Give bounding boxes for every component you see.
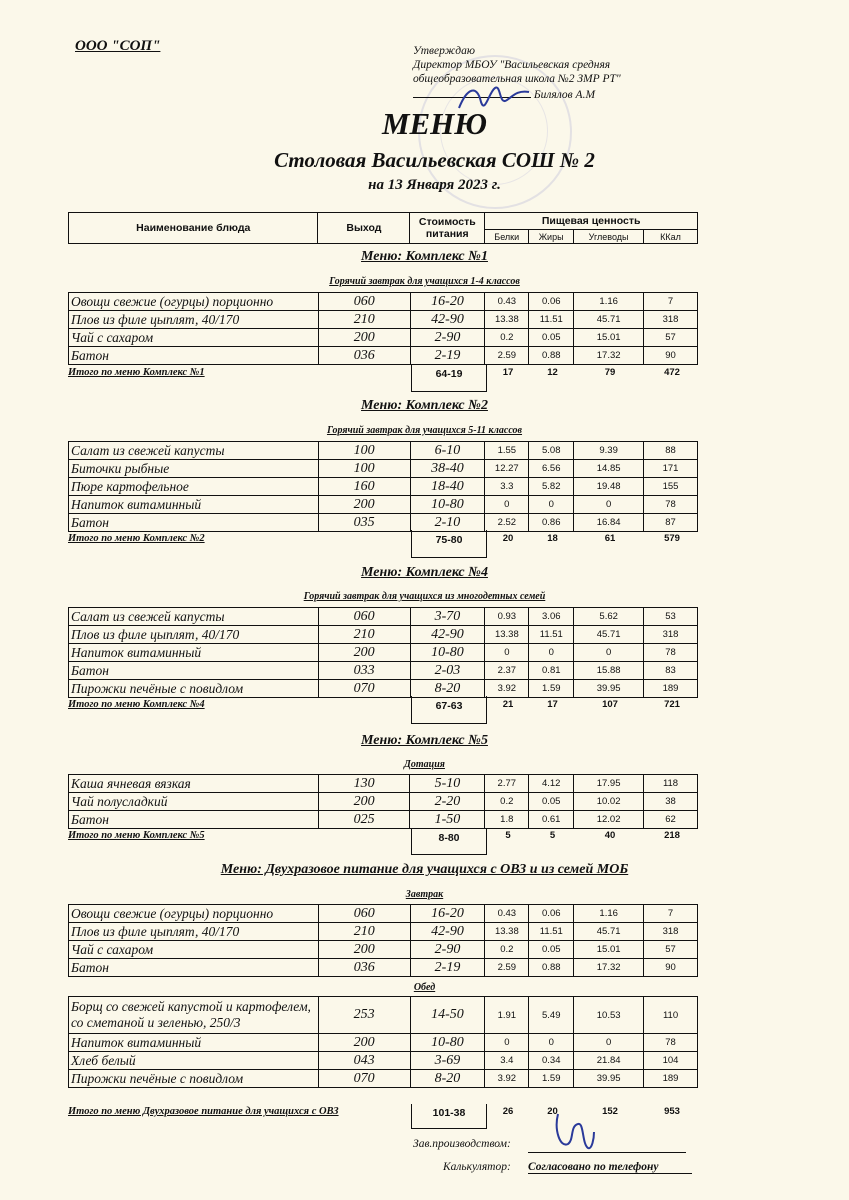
production-signature-line <box>528 1152 686 1153</box>
dish-name: Плов из филе цыплят, 40/170 <box>69 626 319 644</box>
table-row <box>69 496 698 514</box>
dish-proteins: 12.27 <box>485 460 529 478</box>
table-row <box>69 329 698 347</box>
dish-carbs: 17.95 <box>574 775 644 793</box>
organization-name: ООО "СОП" <box>75 38 161 54</box>
dish-output: 200 <box>318 496 410 514</box>
menu-table <box>68 996 698 1088</box>
dish-name: Овощи свежие (огурцы) порционно <box>69 293 319 311</box>
dish-output: 043 <box>318 1052 410 1070</box>
dish-proteins: 2.77 <box>485 775 529 793</box>
menu-table <box>68 607 698 698</box>
table-row <box>69 1070 698 1088</box>
dish-fats: 0.81 <box>529 662 574 680</box>
dish-output: 210 <box>318 923 410 941</box>
dish-output: 200 <box>318 644 410 662</box>
dish-fats: 0.05 <box>529 793 574 811</box>
dish-output: 160 <box>318 478 410 496</box>
dish-kcal: 62 <box>644 811 698 829</box>
dish-price: 10-80 <box>410 1034 485 1052</box>
dish-price: 3-69 <box>410 1052 485 1070</box>
dish-carbs: 17.32 <box>574 347 644 365</box>
dish-name: Хлеб белый <box>69 1052 319 1070</box>
dish-name: Биточки рыбные <box>69 460 319 478</box>
dish-proteins: 13.38 <box>485 923 529 941</box>
dish-price: 8-20 <box>410 1070 485 1088</box>
table-row <box>69 775 698 793</box>
dish-proteins: 3.92 <box>485 680 529 698</box>
dish-price: 14-50 <box>410 997 485 1034</box>
dish-output: 200 <box>318 793 410 811</box>
dish-name: Напиток витаминный <box>69 1034 319 1052</box>
production-manager-label: Зав.производством: <box>413 1138 511 1150</box>
table-row <box>69 442 698 460</box>
dish-carbs: 15.01 <box>574 941 644 959</box>
dish-kcal: 171 <box>644 460 698 478</box>
table-row <box>69 662 698 680</box>
dish-name: Пирожки печёные с повидлом <box>69 1070 319 1088</box>
table-row <box>69 644 698 662</box>
dish-output: 033 <box>318 662 410 680</box>
dish-carbs: 16.84 <box>574 514 644 532</box>
dish-price: 3-70 <box>410 608 485 626</box>
dish-output: 060 <box>318 905 410 923</box>
table-header <box>68 212 698 244</box>
dish-carbs: 9.39 <box>574 442 644 460</box>
table-row <box>69 959 698 977</box>
total-carbs: 152 <box>602 1106 618 1117</box>
total-label: Итого по меню Комплекс №5 <box>68 830 205 841</box>
total-kcal: 218 <box>664 830 680 841</box>
dish-name: Пирожки печёные с повидлом <box>69 680 319 698</box>
dish-carbs: 21.84 <box>574 1052 644 1070</box>
dish-carbs: 39.95 <box>574 1070 644 1088</box>
table-row <box>69 478 698 496</box>
dish-output: 200 <box>318 329 410 347</box>
dish-carbs: 15.88 <box>574 662 644 680</box>
dish-output: 025 <box>318 811 410 829</box>
total-label: Итого по меню Комплекс №1 <box>68 367 205 378</box>
dish-fats: 0.06 <box>529 293 574 311</box>
total-proteins: 26 <box>502 1106 514 1117</box>
dish-fats: 0 <box>529 644 574 662</box>
dish-fats: 0.88 <box>529 959 574 977</box>
dish-fats: 0.61 <box>529 811 574 829</box>
total-carbs: 61 <box>604 533 616 544</box>
dish-kcal: 110 <box>644 997 698 1034</box>
dish-kcal: 189 <box>644 680 698 698</box>
dish-name: Плов из филе цыплят, 40/170 <box>69 923 319 941</box>
total-kcal: 472 <box>664 367 680 378</box>
header-carbs: Углеводы <box>574 230 644 244</box>
dish-kcal: 90 <box>644 347 698 365</box>
dish-kcal: 318 <box>644 923 698 941</box>
total-proteins: 21 <box>502 699 514 710</box>
dish-name: Чай с сахаром <box>69 941 319 959</box>
dish-carbs: 15.01 <box>574 329 644 347</box>
dish-fats: 0 <box>529 1034 574 1052</box>
dish-carbs: 45.71 <box>574 626 644 644</box>
dish-price: 42-90 <box>410 626 485 644</box>
table-row <box>69 923 698 941</box>
dish-output: 070 <box>318 1070 410 1088</box>
calculator-value: Согласовано по телефону <box>528 1161 692 1174</box>
director-signature-row <box>413 86 713 102</box>
total-fats: 18 <box>547 533 558 544</box>
header-name: Наименование блюда <box>69 213 318 244</box>
total-proteins: 20 <box>502 533 514 544</box>
header-fats: Жиры <box>529 230 574 244</box>
total-kcal: 579 <box>664 533 680 544</box>
dish-price: 8-20 <box>410 680 485 698</box>
dish-fats: 11.51 <box>529 626 574 644</box>
total-price: 64-19 <box>411 364 487 392</box>
dish-output: 100 <box>318 442 410 460</box>
total-carbs: 107 <box>602 699 618 710</box>
total-label: Итого по меню Комплекс №4 <box>68 699 205 710</box>
dish-proteins: 1.8 <box>485 811 529 829</box>
dish-kcal: 88 <box>644 442 698 460</box>
section-title: Меню: Комплекс №4 <box>361 565 488 580</box>
dish-proteins: 1.55 <box>485 442 529 460</box>
section-title: Меню: Двухразовое питание для учащихся с ОВЗ и из семей МОБ <box>220 862 629 877</box>
dish-proteins: 2.59 <box>485 347 529 365</box>
dish-fats: 3.06 <box>529 608 574 626</box>
dish-name: Батон <box>69 514 319 532</box>
dish-fats: 0.06 <box>529 905 574 923</box>
dish-kcal: 78 <box>644 644 698 662</box>
header-nutrition: Пищевая ценность <box>485 213 698 230</box>
dish-name: Напиток витаминный <box>69 496 319 514</box>
header-proteins: Белки <box>485 230 529 244</box>
dish-proteins: 0.43 <box>485 905 529 923</box>
dish-fats: 5.08 <box>529 442 574 460</box>
dish-proteins: 3.3 <box>485 478 529 496</box>
dish-proteins: 1.91 <box>485 997 529 1034</box>
dish-fats: 4.12 <box>529 775 574 793</box>
director-title-line2: общеобразовательная школа №2 ЗМР РТ" <box>413 73 621 85</box>
canteen-title: Столовая Васильевская СОШ № 2 <box>274 148 595 172</box>
section-title: Меню: Комплекс №1 <box>361 249 488 264</box>
dish-proteins: 2.37 <box>485 662 529 680</box>
dish-fats: 0.34 <box>529 1052 574 1070</box>
dish-name: Плов из филе цыплят, 40/170 <box>69 311 319 329</box>
dish-proteins: 0 <box>485 644 529 662</box>
total-price: 67-63 <box>411 696 487 724</box>
dish-fats: 6.56 <box>529 460 574 478</box>
total-price: 8-80 <box>411 828 487 855</box>
dish-price: 2-20 <box>410 793 485 811</box>
dish-fats: 5.49 <box>529 997 574 1034</box>
dish-proteins: 0.2 <box>485 329 529 347</box>
table-row <box>69 997 698 1034</box>
page-title: МЕНЮ <box>381 106 488 141</box>
director-name: Билялов А.М <box>533 89 596 101</box>
dish-kcal: 53 <box>644 608 698 626</box>
section-subtitle: Дотация <box>404 759 445 770</box>
dish-output: 200 <box>318 941 410 959</box>
dish-price: 2-90 <box>410 941 485 959</box>
dish-price: 2-03 <box>410 662 485 680</box>
table-row <box>69 811 698 829</box>
dish-proteins: 0 <box>485 1034 529 1052</box>
dish-kcal: 7 <box>644 905 698 923</box>
dish-price: 2-19 <box>410 347 485 365</box>
dish-proteins: 2.59 <box>485 959 529 977</box>
dish-output: 036 <box>318 959 410 977</box>
dish-output: 036 <box>318 347 410 365</box>
dish-fats: 0.86 <box>529 514 574 532</box>
dish-output: 210 <box>318 626 410 644</box>
dish-kcal: 318 <box>644 311 698 329</box>
dish-proteins: 0.93 <box>485 608 529 626</box>
dish-kcal: 57 <box>644 941 698 959</box>
table-row <box>69 311 698 329</box>
dish-carbs: 0 <box>574 644 644 662</box>
dish-proteins: 13.38 <box>485 311 529 329</box>
header-cost: Стоимость питания <box>410 213 485 244</box>
total-fats: 5 <box>549 830 556 841</box>
dish-fats: 11.51 <box>529 923 574 941</box>
dish-name: Батон <box>69 662 319 680</box>
section-subtitle: Завтрак <box>405 889 444 900</box>
total-carbs: 40 <box>604 830 616 841</box>
total-fats: 20 <box>547 1106 558 1117</box>
dish-name: Борщ со свежей капустой и картофелем, со сметаной и зеленью, 250/3 <box>69 997 319 1034</box>
dish-price: 5-10 <box>410 775 485 793</box>
dish-proteins: 0.2 <box>485 941 529 959</box>
menu-table <box>68 441 698 532</box>
dish-name: Батон <box>69 347 319 365</box>
section-subtitle: Обед <box>413 982 436 993</box>
dish-price: 16-20 <box>410 293 485 311</box>
dish-kcal: 87 <box>644 514 698 532</box>
dish-carbs: 0 <box>574 1034 644 1052</box>
dish-fats: 0 <box>529 496 574 514</box>
table-row <box>69 460 698 478</box>
table-row <box>69 626 698 644</box>
dish-output: 100 <box>318 460 410 478</box>
section-subtitle: Горячий завтрак для учащихся 5-11 классов <box>326 425 523 436</box>
table-row <box>69 514 698 532</box>
dish-name: Каша ячневая вязкая <box>69 775 319 793</box>
total-kcal: 721 <box>664 699 680 710</box>
dish-kcal: 7 <box>644 293 698 311</box>
menu-table <box>68 904 698 977</box>
dish-proteins: 0.2 <box>485 793 529 811</box>
table-row <box>69 1052 698 1070</box>
table-row <box>69 941 698 959</box>
table-row <box>69 608 698 626</box>
approval-block <box>413 44 713 102</box>
dish-carbs: 10.02 <box>574 793 644 811</box>
dish-price: 38-40 <box>410 460 485 478</box>
dish-kcal: 83 <box>644 662 698 680</box>
section-subtitle: Горячий завтрак для учащихся из многодетных семей <box>303 591 546 602</box>
table-row <box>69 1034 698 1052</box>
director-title-line1: Директор МБОУ "Васильевская средняя <box>413 59 611 71</box>
dish-kcal: 78 <box>644 496 698 514</box>
dish-name: Чай полусладкий <box>69 793 319 811</box>
dish-kcal: 118 <box>644 775 698 793</box>
dish-carbs: 0 <box>574 496 644 514</box>
dish-price: 10-80 <box>410 496 485 514</box>
total-fats: 17 <box>547 699 558 710</box>
dish-price: 2-19 <box>410 959 485 977</box>
dish-fats: 1.59 <box>529 680 574 698</box>
dish-carbs: 45.71 <box>574 311 644 329</box>
dish-kcal: 78 <box>644 1034 698 1052</box>
table-row <box>69 680 698 698</box>
dish-carbs: 17.32 <box>574 959 644 977</box>
dish-price: 16-20 <box>410 905 485 923</box>
dish-proteins: 13.38 <box>485 626 529 644</box>
table-row <box>69 793 698 811</box>
dish-fats: 0.05 <box>529 329 574 347</box>
dish-carbs: 10.53 <box>574 997 644 1034</box>
signature-line <box>413 86 531 98</box>
dish-carbs: 19.48 <box>574 478 644 496</box>
dish-kcal: 90 <box>644 959 698 977</box>
dish-fats: 11.51 <box>529 311 574 329</box>
dish-price: 6-10 <box>410 442 485 460</box>
dish-price: 18-40 <box>410 478 485 496</box>
dish-output: 253 <box>318 997 410 1034</box>
dish-name: Батон <box>69 959 319 977</box>
dish-proteins: 3.92 <box>485 1070 529 1088</box>
total-label: Итого по меню Двухразовое питание для учащихся с ОВЗ <box>68 1106 339 1117</box>
dish-output: 035 <box>318 514 410 532</box>
dish-kcal: 104 <box>644 1052 698 1070</box>
total-proteins: 17 <box>502 367 514 378</box>
dish-price: 42-90 <box>410 311 485 329</box>
total-price: 75-80 <box>411 530 487 558</box>
dish-name: Салат из свежей капусты <box>69 608 319 626</box>
dish-carbs: 14.85 <box>574 460 644 478</box>
approval-label: Утверждаю <box>413 45 475 57</box>
section-title: Меню: Комплекс №2 <box>361 398 488 413</box>
dish-kcal: 318 <box>644 626 698 644</box>
dish-output: 200 <box>318 1034 410 1052</box>
total-price: 101-38 <box>411 1104 487 1129</box>
total-proteins: 5 <box>505 830 511 841</box>
dish-price: 10-80 <box>410 644 485 662</box>
dish-carbs: 39.95 <box>574 680 644 698</box>
table-row <box>69 293 698 311</box>
dish-output: 060 <box>318 608 410 626</box>
total-carbs: 79 <box>604 367 616 378</box>
dish-name: Пюре картофельное <box>69 478 319 496</box>
header-kcal: ККал <box>644 230 698 244</box>
dish-kcal: 155 <box>644 478 698 496</box>
dish-kcal: 38 <box>644 793 698 811</box>
menu-date: на 13 Января 2023 г. <box>368 177 501 193</box>
dish-carbs: 12.02 <box>574 811 644 829</box>
dish-output: 130 <box>318 775 410 793</box>
table-row <box>69 347 698 365</box>
dish-name: Батон <box>69 811 319 829</box>
dish-kcal: 189 <box>644 1070 698 1088</box>
section-subtitle: Горячий завтрак для учащихся 1-4 классов <box>329 276 520 287</box>
dish-fats: 1.59 <box>529 1070 574 1088</box>
dish-price: 1-50 <box>410 811 485 829</box>
total-fats: 12 <box>547 367 558 378</box>
dish-price: 2-90 <box>410 329 485 347</box>
dish-proteins: 2.52 <box>485 514 529 532</box>
calculator-label: Калькулятор: <box>443 1161 511 1173</box>
dish-kcal: 57 <box>644 329 698 347</box>
dish-output: 070 <box>318 680 410 698</box>
dish-fats: 5.82 <box>529 478 574 496</box>
total-label: Итого по меню Комплекс №2 <box>68 533 205 544</box>
dish-output: 060 <box>318 293 410 311</box>
dish-name: Салат из свежей капусты <box>69 442 319 460</box>
menu-table <box>68 292 698 365</box>
dish-carbs: 1.16 <box>574 905 644 923</box>
dish-proteins: 3.4 <box>485 1052 529 1070</box>
dish-carbs: 45.71 <box>574 923 644 941</box>
header-output: Выход <box>318 213 410 244</box>
dish-output: 210 <box>318 311 410 329</box>
dish-name: Напиток витаминный <box>69 644 319 662</box>
menu-table <box>68 774 698 829</box>
table-row <box>69 905 698 923</box>
dish-carbs: 1.16 <box>574 293 644 311</box>
dish-price: 2-10 <box>410 514 485 532</box>
dish-carbs: 5.62 <box>574 608 644 626</box>
dish-fats: 0.05 <box>529 941 574 959</box>
dish-price: 42-90 <box>410 923 485 941</box>
total-kcal: 953 <box>664 1106 680 1117</box>
dish-name: Чай с сахаром <box>69 329 319 347</box>
section-title: Меню: Комплекс №5 <box>361 733 488 748</box>
dish-name: Овощи свежие (огурцы) порционно <box>69 905 319 923</box>
dish-proteins: 0 <box>485 496 529 514</box>
dish-fats: 0.88 <box>529 347 574 365</box>
dish-proteins: 0.43 <box>485 293 529 311</box>
